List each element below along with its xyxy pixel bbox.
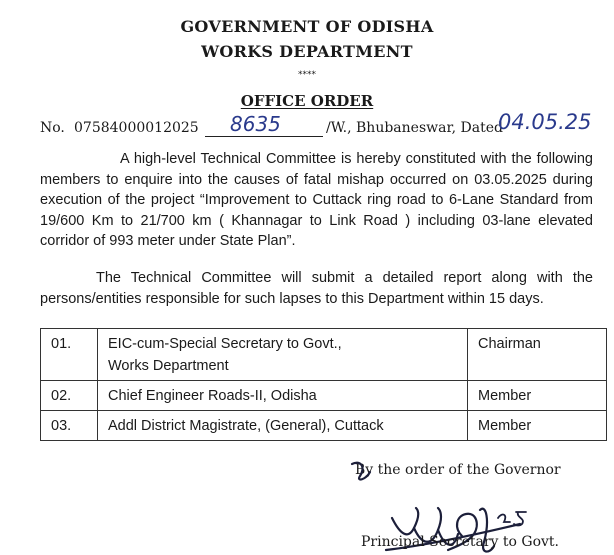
reference-line <box>40 110 605 144</box>
member-name: Chief Engineer Roads-II, Odisha <box>98 381 468 411</box>
member-serial: 02. <box>41 381 98 411</box>
reference-number: 07584000012025 <box>74 120 199 136</box>
table-row <box>41 329 607 381</box>
department-heading: WORKS DEPARTMENT <box>201 42 413 61</box>
reference-no-label: No. <box>40 120 65 136</box>
member-serial: 03. <box>41 411 98 441</box>
member-name: EIC-cum-Special Secretary to Govt., Works Department <box>98 329 468 381</box>
handwritten-order-number: 8635 <box>230 112 281 136</box>
government-heading: GOVERNMENT OF ODISHA <box>180 17 434 36</box>
members-table <box>40 328 607 441</box>
heading-separator: **** <box>298 70 316 80</box>
paragraph-report: The Technical Committee will submit a detailed report along with the persons/entities responsible for such lapses to this Department within 15 days. <box>40 270 593 307</box>
table-row <box>41 381 607 411</box>
designation-line: Principal Secretary to Govt. <box>361 534 559 550</box>
member-role: Member <box>468 381 607 411</box>
handwritten-date: 04.05.25 <box>498 110 592 134</box>
by-order-line: By the order of the Governor <box>355 462 561 478</box>
member-name: Addl District Magistrate, (General), Cuttack <box>98 411 468 441</box>
office-order-title: OFFICE ORDER <box>240 92 374 110</box>
member-role: Chairman <box>468 329 607 381</box>
member-role: Member <box>468 411 607 441</box>
table-row <box>41 411 607 441</box>
reference-suffix: /W., Bhubaneswar, Dated <box>326 120 503 136</box>
paragraph-committee: A high-level Technical Committee is hereby constituted with the following members to enquire into the causes of fatal mishap occurred on 03.05.2025 during execution of the project “Improvement to Cuttack ring road to 6-Lane Standard from 19/600 Km to 21/700 km ( Khannagar to Link Road ) including 03-lane elevated corridor of 993 meter under State Plan”. <box>40 151 593 250</box>
member-serial: 01. <box>41 329 98 381</box>
